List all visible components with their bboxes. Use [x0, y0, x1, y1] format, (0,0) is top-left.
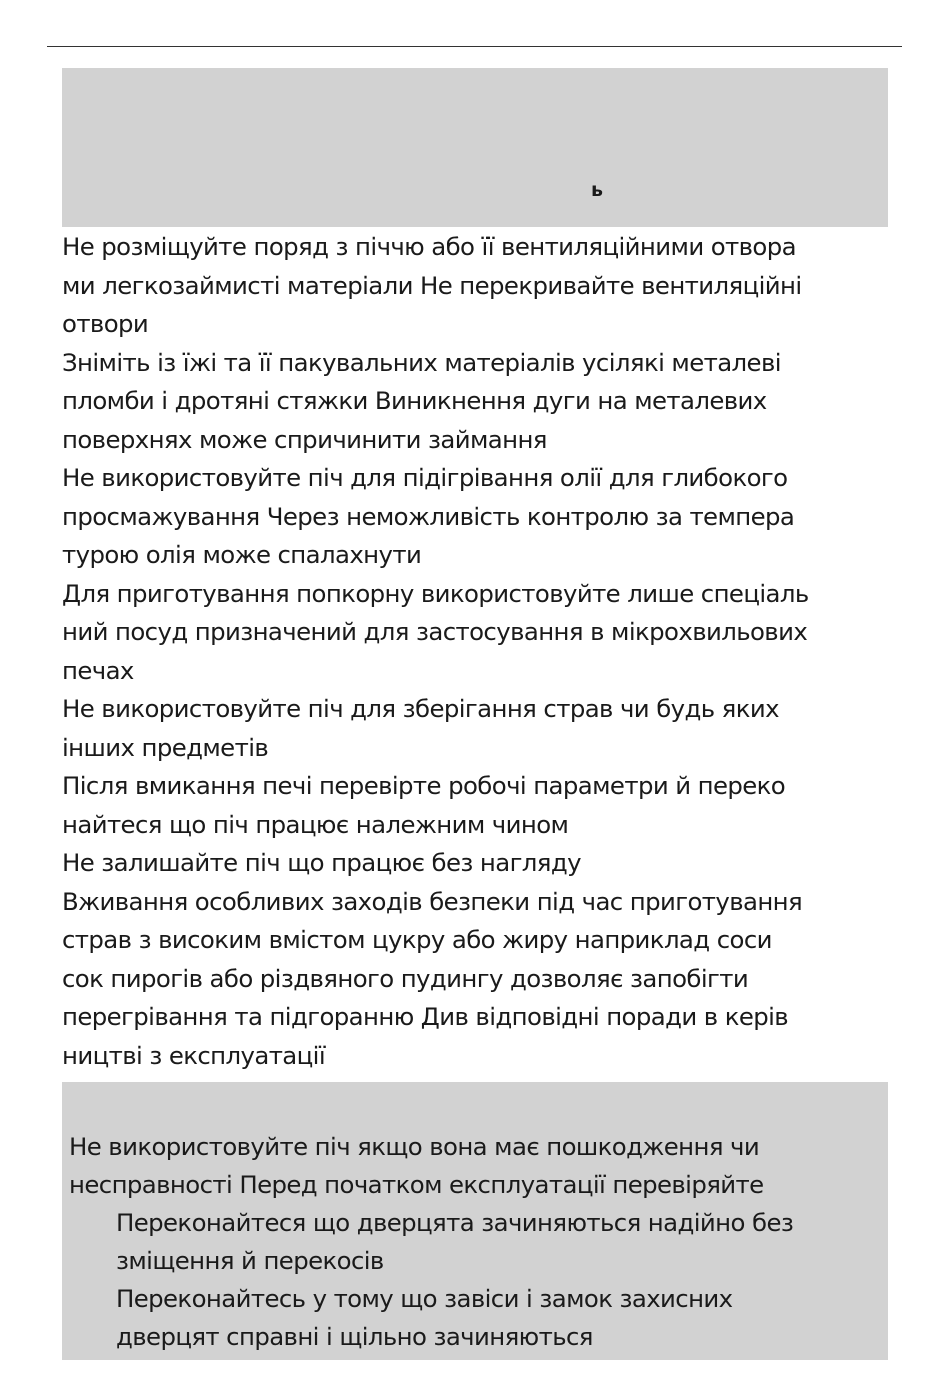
text-line: Не використовуйте піч для підігрівання олії для глибокого: [62, 463, 788, 492]
header-box: [62, 68, 888, 227]
text-line: Після вмикання печі перевірте робочі параметри й переко: [62, 771, 786, 800]
paragraph-sugar-fat: [62, 883, 902, 1076]
text-line: сок пирогів або різдвяного пудингу дозволяє запобігти: [62, 963, 749, 993]
text-line: Переконайтесь у тому що завіси і замок захисних: [116, 1284, 733, 1313]
warning-item-door-closing: [69, 1204, 889, 1280]
header-rule: [47, 46, 902, 47]
text-line: просмажування Через неможливість контролю за темпера: [62, 501, 795, 531]
paragraph-popcorn: [62, 575, 902, 691]
text-line: турою олія може спалахнути: [62, 540, 422, 569]
warning-intro-line: Не використовуйте піч якщо вона має пошкодження чи: [69, 1132, 760, 1161]
paragraph-storage: [62, 690, 902, 767]
text-line: страв з високим вмістом цукру або жиру наприклад соси: [62, 925, 772, 954]
text-line: інших предметів: [62, 732, 269, 762]
paragraph-oil: [62, 459, 902, 575]
paragraph-ventilation: [62, 228, 902, 344]
text-line: Не залишайте піч що працює без нагляду: [62, 848, 581, 877]
text-line: дверцят справні і щільно зачиняються: [116, 1322, 593, 1351]
text-line: Не розміщуйте поряд з піччю або її вентиляційними отвора: [62, 232, 796, 261]
text-line: зміщення й перекосів: [116, 1246, 384, 1275]
text-line: отвори: [62, 309, 149, 338]
text-line: Не використовуйте піч для зберігання страв чи будь яких: [62, 694, 779, 723]
text-line: Переконайтеся що дверцята зачиняються надійно без: [116, 1208, 794, 1237]
text-line: Вживання особливих заходів безпеки під час приготування: [62, 886, 803, 916]
text-line: ми легкозаймисті матеріали Не перекривайте вентиляційні: [62, 270, 802, 300]
warning-text: [69, 1128, 889, 1356]
text-line: Зніміть із їжі та її пакувальних матеріалів усілякі металеві: [62, 347, 781, 377]
paragraph-check-parameters: [62, 767, 902, 844]
paragraph-unattended: [62, 844, 902, 883]
text-line: ництві з експлуатації: [62, 1040, 326, 1070]
warning-intro-line: несправності Перед початком експлуатації перевіряйте: [69, 1170, 764, 1199]
text-line: перегрівання та підгоранню Див відповідні поради в керів: [62, 1002, 789, 1031]
text-line: ний посуд призначений для застосування в мікрохвильових: [62, 617, 808, 646]
text-line: печах: [62, 655, 134, 685]
paragraph-metal-ties: [62, 344, 902, 460]
text-line: найтеся що піч працює належним чином: [62, 809, 569, 839]
warning-item-hinges-lock: [69, 1280, 889, 1356]
header-glyph: ь: [591, 179, 604, 201]
text-line: пломби і дротяні стяжки Виникнення дуги на металевих: [62, 386, 767, 415]
safety-instructions: [62, 228, 902, 1075]
text-line: Для приготування попкорну використовуйте лише спеціаль: [62, 578, 809, 608]
text-line: поверхнях може спричинити займання: [62, 424, 547, 454]
